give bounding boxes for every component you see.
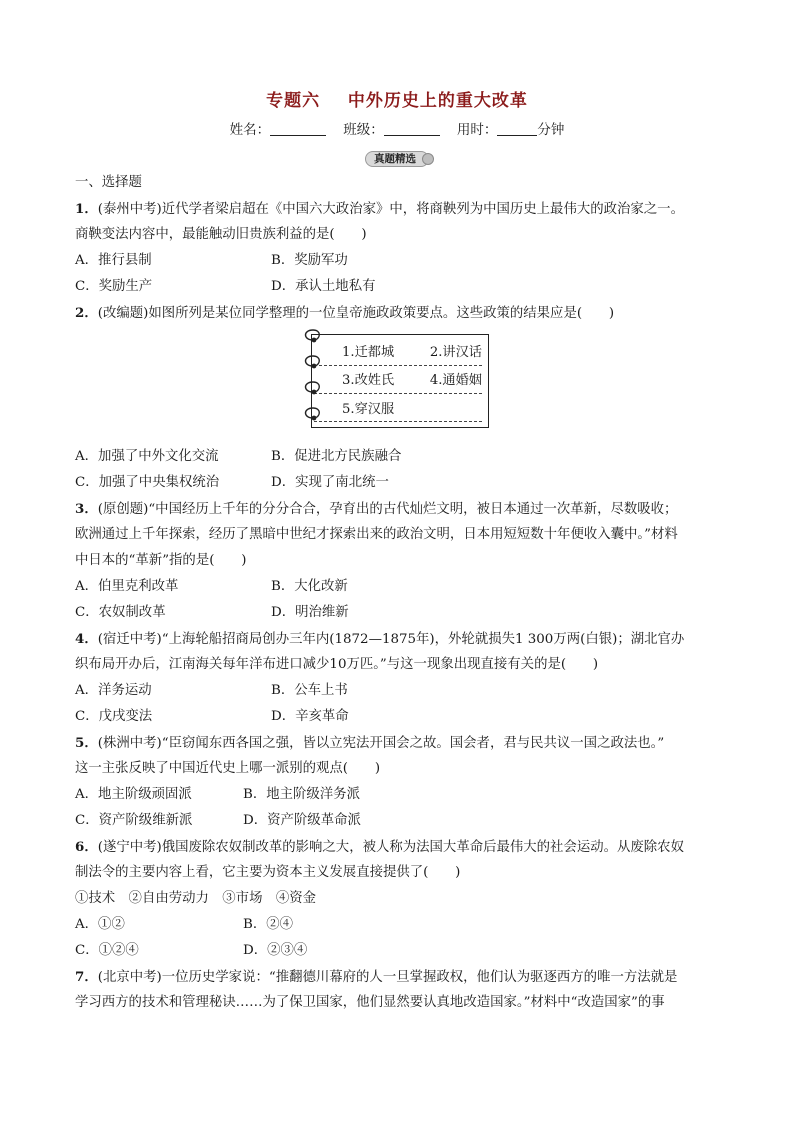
question-stem-line: ①技术 ②自由劳动力 ③市场 ④资金: [75, 891, 317, 906]
class-blank[interactable]: [384, 121, 440, 136]
time-blank[interactable]: [497, 121, 537, 136]
question-number: 5．: [75, 735, 98, 751]
policy-item: 5.穿汉服: [342, 402, 395, 417]
option-a[interactable]: A．推行县制: [75, 253, 152, 268]
student-info-row: [0, 118, 794, 138]
question-stem-line: 制法令的主要内容上看，它主要为资本主义发展直接提供了( ): [75, 865, 461, 880]
question-stem-line: (株洲中考)“臣窃闻东西各国之强，皆以立宪法开国会之故。国会者，君与民共议一国之政法也。”: [97, 736, 665, 751]
option-a[interactable]: A．伯里克利改革: [75, 579, 179, 594]
policy-item: 3.改姓氏: [342, 373, 395, 388]
option-a[interactable]: A．①②: [75, 917, 125, 932]
section-title: 一、选择题: [75, 175, 142, 190]
question-number: 1．: [75, 201, 98, 217]
question-number: 7．: [75, 969, 98, 985]
option-b[interactable]: B．大化改新: [271, 579, 348, 594]
time-unit: 分钟: [537, 122, 565, 138]
question-stem-line: (遂宁中考)俄国废除农奴制改革的影响之大，被人称为法国大革命后最伟大的社会运动。从废除农奴: [97, 840, 684, 855]
question-number: 4．: [75, 631, 98, 647]
dashed-divider: [314, 393, 482, 394]
notebook-box: [311, 334, 489, 428]
question-3: [75, 496, 720, 626]
question-number: 3．: [75, 501, 98, 517]
section-badge: [365, 151, 429, 167]
option-d[interactable]: D．资产阶级革命派: [243, 813, 361, 828]
badge-label: 真题精选: [374, 153, 416, 165]
question-stem-line: (宿迁中考)“上海轮船招商局创办三年内(1872—1875年)，外轮就损失1 300万两(白银)；湖北官办: [97, 632, 685, 647]
page-title: 专题六 中外历史上的重大改革: [266, 91, 528, 111]
question-5: [75, 730, 720, 834]
option-d[interactable]: D．承认土地私有: [271, 279, 376, 294]
question-number: 6．: [75, 839, 98, 855]
dashed-divider: [314, 421, 482, 422]
option-c[interactable]: C．农奴制改革: [75, 605, 166, 620]
option-c[interactable]: C．①②④: [75, 943, 139, 958]
option-d[interactable]: D．实现了南北统一: [271, 475, 389, 490]
option-d[interactable]: D．明治维新: [271, 605, 349, 620]
question-stem-line: (改编题)如图所列是某位同学整理的一位皇帝施政政策要点。这些政策的结果应是( ): [97, 306, 615, 321]
question-stem-line: 学习西方的技术和管理秘诀……为了保卫国家，他们显然要认真地改造国家。”材料中“改造国家”的事: [75, 995, 665, 1010]
question-list: [75, 170, 720, 1016]
binder-rings-icon: [299, 328, 329, 438]
class-label: 班级：: [343, 122, 384, 138]
policy-item: 1.迁都城: [342, 345, 395, 360]
question-2: [75, 300, 720, 496]
option-b[interactable]: B．促进北方民族融合: [271, 449, 402, 464]
option-b[interactable]: B．奖励军功: [271, 253, 348, 268]
question-6: [75, 834, 720, 964]
question-number: 2．: [75, 305, 98, 321]
question-stem-line: 这一主张反映了中国近代史上哪一派别的观点( ): [75, 761, 381, 776]
option-c[interactable]: C．戊戌变法: [75, 709, 153, 724]
time-label: 用时：: [456, 122, 498, 138]
option-d[interactable]: D．②③④: [243, 943, 308, 958]
option-a[interactable]: A．加强了中外文化交流: [75, 449, 219, 464]
option-d[interactable]: D．辛亥革命: [271, 709, 349, 724]
name-blank[interactable]: [270, 121, 326, 136]
question-1: [75, 196, 720, 300]
option-b[interactable]: B．②④: [243, 917, 294, 932]
question-stem-line: 织布局开办后，江南海关每年洋布进口减少10万匹。”与这一现象出现直接有关的是( ): [75, 657, 599, 672]
policy-item: 4.通婚姻: [429, 373, 482, 388]
question-stem-line: 欧洲通过上千年探索，经历了黑暗中世纪才探索出来的政治文明，日本用短短数十年便收入囊中。”材料: [75, 527, 678, 542]
option-b[interactable]: B．公车上书: [271, 683, 348, 698]
question-4: [75, 626, 720, 730]
question-stem-line: 商鞅变法内容中，最能触动旧贵族利益的是( ): [75, 227, 367, 242]
option-c[interactable]: C．加强了中央集权统治: [75, 475, 220, 490]
option-c[interactable]: C．奖励生产: [75, 279, 153, 294]
name-label: 姓名：: [229, 122, 271, 138]
question-stem-line: (泰州中考)近代学者梁启超在《中国六大政治家》中，将商鞅列为中国历史上最伟大的政治家之一。: [97, 202, 684, 217]
option-a[interactable]: A．地主阶级顽固派: [75, 787, 192, 802]
policy-notebook-figure: [75, 328, 720, 440]
question-stem-line: (北京中考)一位历史学家说：“推翻德川幕府的人一旦掌握政权，他们认为驱逐西方的唯一方法就是: [97, 970, 678, 985]
dashed-divider: [314, 365, 482, 366]
option-c[interactable]: C．资产阶级维新派: [75, 813, 193, 828]
option-b[interactable]: B．地主阶级洋务派: [243, 787, 360, 802]
question-7: [75, 964, 720, 1016]
policy-item: 2.讲汉话: [429, 345, 482, 360]
badge-row: [0, 147, 794, 167]
option-a[interactable]: A．洋务运动: [75, 683, 152, 698]
question-stem-line: 中日本的“革新”指的是( ): [75, 553, 247, 568]
question-stem-line: (原创题)“中国经历上千年的分分合合，孕育出的古代灿烂文明，被日本通过一次革新，尽数吸收；: [97, 502, 678, 517]
badge-dot-icon: [422, 153, 434, 165]
